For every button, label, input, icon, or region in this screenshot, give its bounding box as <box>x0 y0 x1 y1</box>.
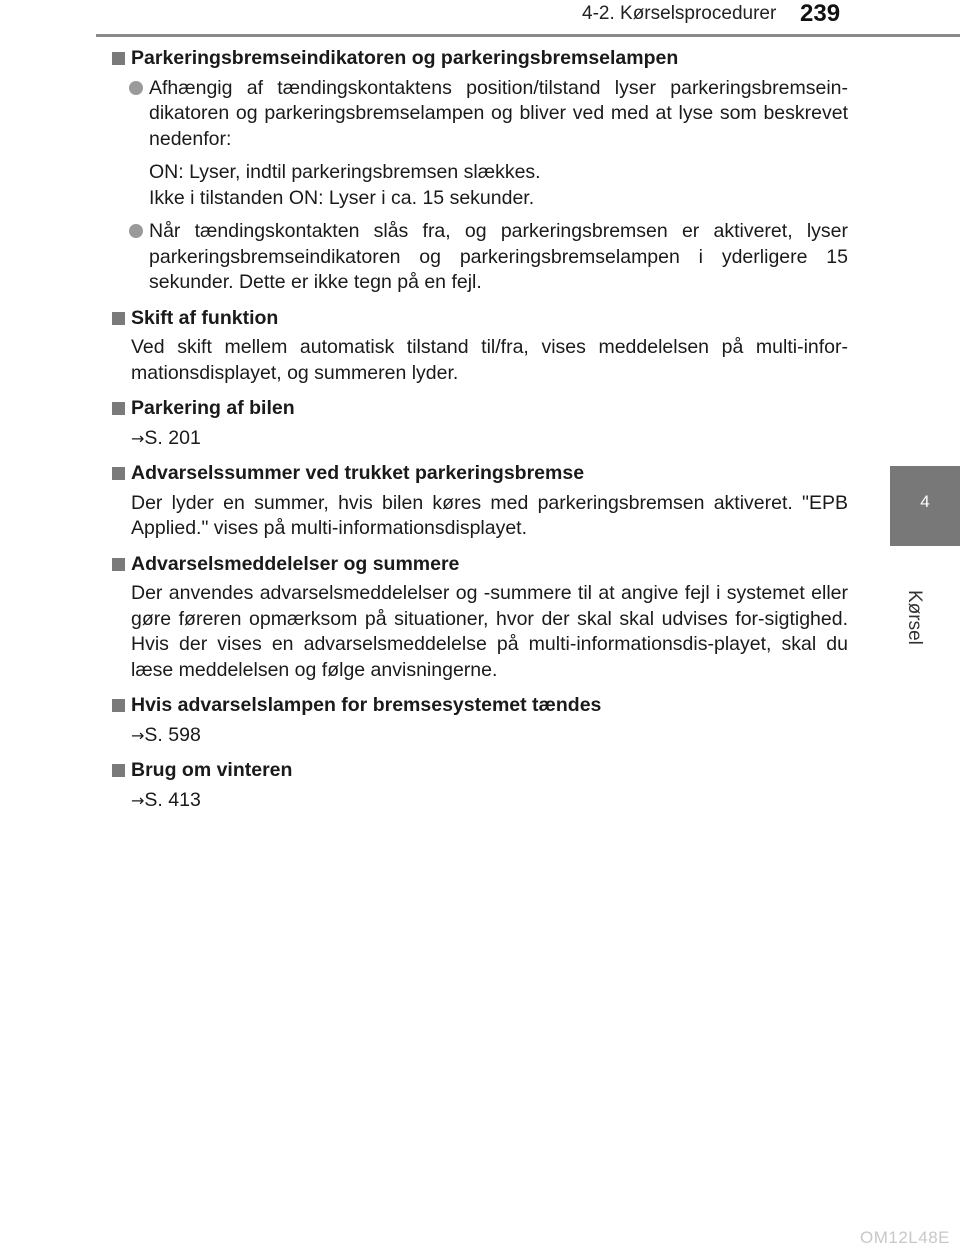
sub-text <box>110 160 848 211</box>
circle-bullet-icon <box>129 224 143 238</box>
line-not-on: Ikke i tilstanden ON: Lyser i ca. 15 sekunder. <box>149 186 535 209</box>
square-bullet-icon <box>112 312 125 325</box>
chapter-tab-number: 4 <box>920 492 930 511</box>
page-number: 239 <box>800 0 841 27</box>
square-bullet-icon <box>112 558 125 571</box>
chapter-label: Kørsel <box>904 590 925 645</box>
section-brake-warning-light <box>110 693 848 748</box>
bullet-item: Når tændingskontakten slås fra, og parkeringsbremsen er aktiveret, lyser parkeringsbremseindikatoren og parkeringsbremselampen i yderligere 15 sekunder. Dette er ikke tegn på en fejl. <box>110 219 848 296</box>
arrow-right-icon: → <box>131 428 145 448</box>
square-bullet-icon <box>112 402 125 415</box>
header-section-title: 4-2. Kørselsprocedurer <box>582 3 777 24</box>
section-body: Ved skift mellem automatisk tilstand til/fra, vises meddelelsen på multi-infor-mationsdisplayet, og summeren lyder. <box>131 336 848 384</box>
section-body: Der lyder en summer, hvis bilen køres med parkeringsbremsen aktiveret. "EPB Applied." vises på multi-informationsdisplayet. <box>131 491 848 539</box>
square-bullet-icon <box>112 467 125 480</box>
section-heading: Parkeringsbremseindikatoren og parkeringsbremselampen <box>110 46 848 72</box>
section-function-switch <box>110 306 848 387</box>
page-reference[interactable]: →S. 413 <box>131 788 201 811</box>
page-reference[interactable]: →S. 598 <box>131 723 201 746</box>
bullet-item: Afhængig af tændingskontaktens position/tilstand lyser parkeringsbremsein-dikatoren og parkeringsbremselampen og bliver ved med at lyse som beskrevet nedenfor: <box>110 76 848 153</box>
section-winter-use <box>110 758 848 813</box>
section-warning-messages <box>110 552 848 684</box>
square-bullet-icon <box>112 764 125 777</box>
page-content <box>110 46 848 823</box>
square-bullet-icon <box>112 699 125 712</box>
square-bullet-icon <box>112 52 125 65</box>
section-heading: Brug om vinteren <box>110 758 848 784</box>
section-heading: Advarselssummer ved trukket parkeringsbremse <box>110 461 848 487</box>
page-reference[interactable]: →S. 201 <box>131 426 201 449</box>
section-heading: Hvis advarselslampen for bremsesystemet tændes <box>110 693 848 719</box>
circle-bullet-icon <box>129 81 143 95</box>
footer-watermark: OM12L48E <box>860 1228 950 1247</box>
arrow-right-icon: → <box>131 790 145 810</box>
arrow-right-icon: → <box>131 725 145 745</box>
section-heading: Advarselsmeddelelser og summere <box>110 552 848 578</box>
line-on: ON: Lyser, indtil parkeringsbremsen slækkes. <box>149 161 541 183</box>
header-rule <box>96 34 960 37</box>
section-heading: Parkering af bilen <box>110 396 848 422</box>
chapter-tab[interactable] <box>890 466 960 546</box>
section-warning-buzzer <box>110 461 848 542</box>
section-parking-brake-indicator <box>110 46 848 296</box>
section-heading: Skift af funktion <box>110 306 848 332</box>
section-parking-car <box>110 396 848 451</box>
section-body: Der anvendes advarselsmeddelelser og -summere til at angive fejl i systemet eller gøre føreren opmærksom på situationer, hvor der skal skal udvises for-sigtighed. Hvis der vises en advarselsmeddelelse på multi-informationsdis-playet, skal du læse meddelelsen og følge anvisningerne. <box>131 582 848 681</box>
